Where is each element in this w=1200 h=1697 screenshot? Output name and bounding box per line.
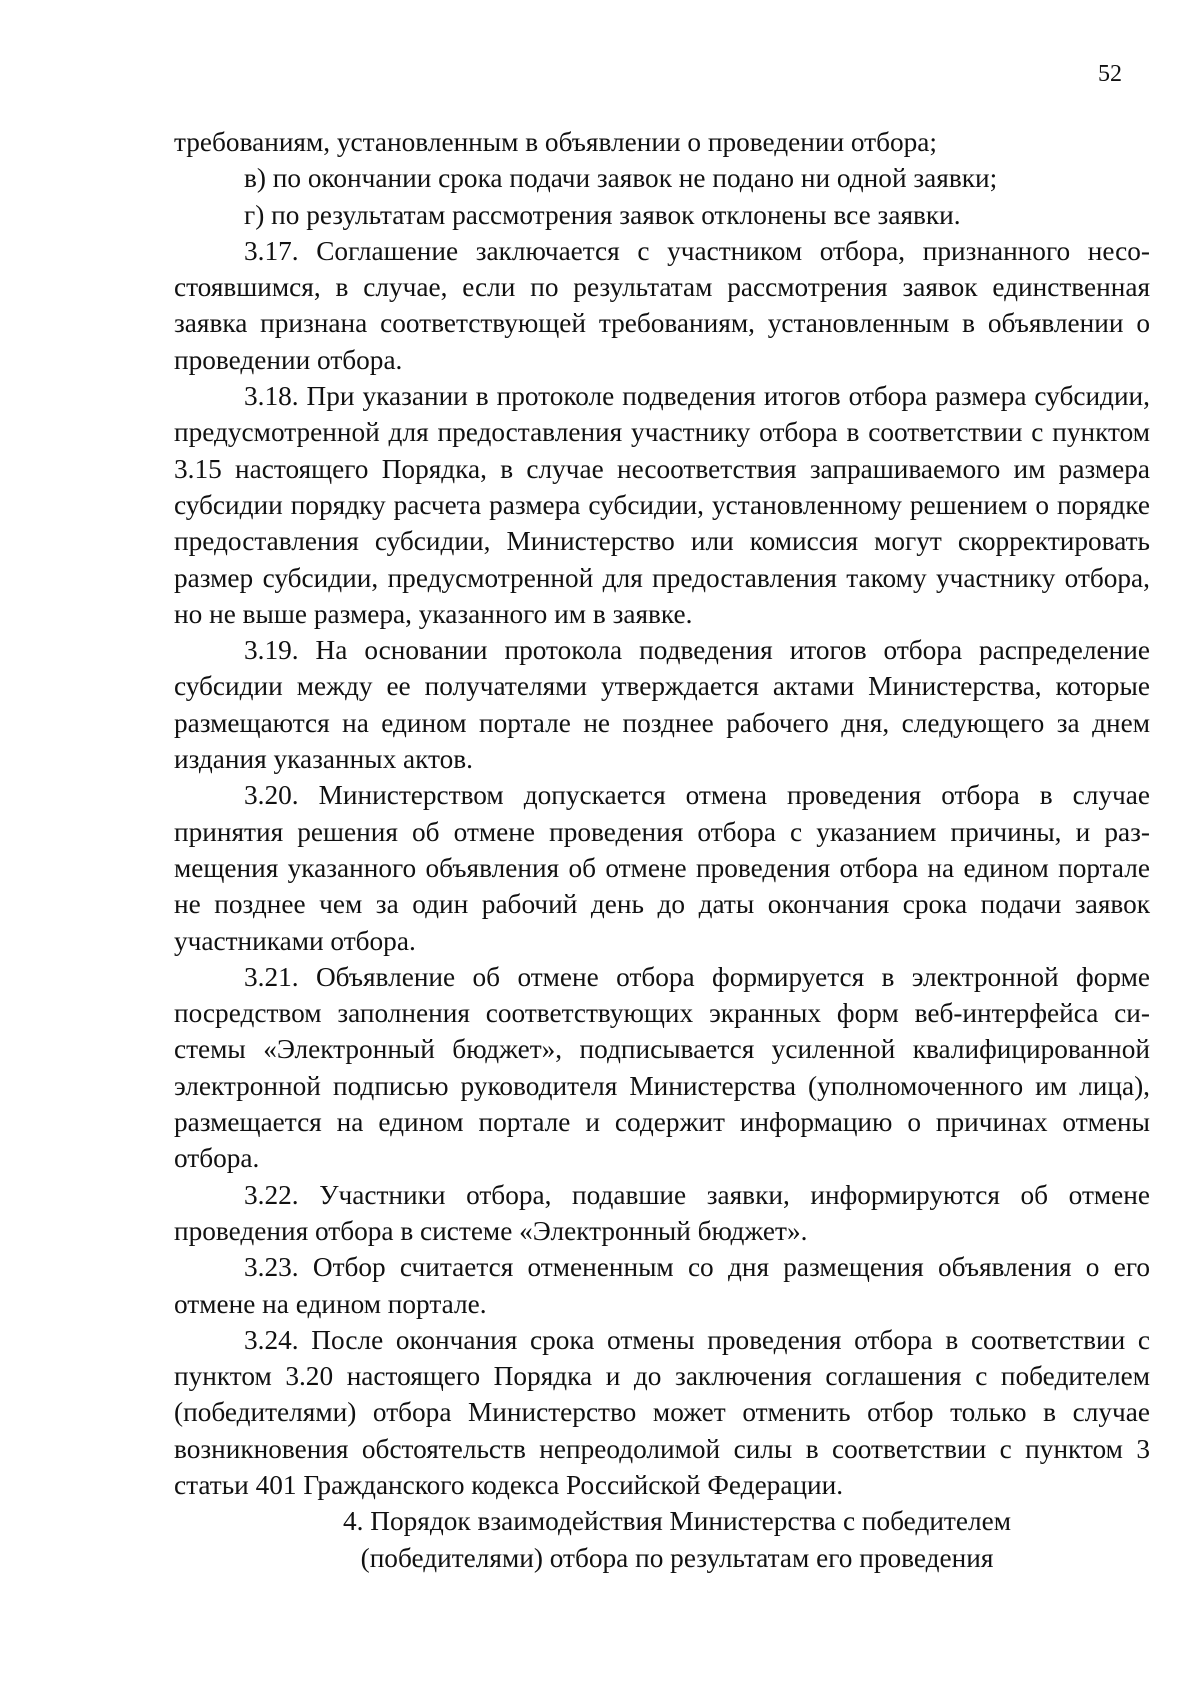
paragraph-3-23: 3.23. Отбор считается отмененным со дня размещения объявления о его отмене на едином портале. <box>174 1252 1150 1319</box>
paragraph-item-g: г) по результатам рассмотрения заявок отклонены все заявки. <box>244 199 961 230</box>
paragraph-item-v: в) по окончании срока подачи заявок не подано ни одной заявки; <box>244 163 998 194</box>
paragraph-3-22: 3.22. Участники отбора, подавшие заявки, информируются об отмене проведения отбора в системе «Электронный бюджет». <box>174 1179 1150 1246</box>
section-heading-line-1: 4. Порядок взаимодействия Министерства с победителем <box>342 1506 1011 1537</box>
page-number: 52 <box>1098 61 1122 87</box>
section-heading <box>174 1503 1150 1576</box>
document-body <box>174 124 1150 1576</box>
section-heading-line-2: (победителями) отбора по результатам его проведения <box>360 1542 994 1573</box>
paragraph-continuation: требованиям, установленным в объявлении о проведении отбора; <box>174 127 937 157</box>
paragraph-3-21: 3.21. Объявление об отмене отбора формируется в электронной форме посредством заполнения соответствующих экранных форм веб-интерфейса системы «Электронный бюджет», подписывается усиленной квалифицированной электронной подписью руководителя Министерства (уполномоченного им лица), размещается на едином портале и содержит информацию о причинах отмены отбора. <box>174 961 1150 1174</box>
paragraph-3-18: 3.18. При указании в протоколе подведения итогов отбора размера субсидии, предусмотренной для предоставления участнику отбора в соответствии с пунктом 3.15 настоящего Порядка, в случае несоответствия запрашиваемого им размера субсидии порядку расчета размера субсидии, установленному решением о порядке предоставления субсидии, Министерство или комиссия могут скорректировать размер субсидии, предусмотренной для предоставления такому участнику отбора, но не выше размера, указанного им в заявке. <box>174 381 1150 629</box>
paragraph-3-19: 3.19. На основании протокола подведения итогов отбора распределение субсидии между ее получателями утверждается актами Министерства, которые размещаются на едином портале не позднее рабочего дня, следующего за днем издания указанных актов. <box>174 635 1150 775</box>
paragraph-3-20: 3.20. Министерством допускается отмена проведения отбора в случае принятия решения об отмене проведения отбора с указанием причины, и размещения указанного объявления об отмене проведения отбора на едином портале не позднее чем за один рабочий день до даты окончания срока подачи заявок участниками отбора. <box>174 780 1150 956</box>
paragraph-3-24: 3.24. После окончания срока отмены проведения отбора в соответствии с пунктом 3.20 настоящего Порядка и до заключения соглашения с победителем (победителями) отбора Министерство может отменить отбор только в случае возникновения обстоятельств непреодолимой силы в соответствии с пунктом 3 статьи 401 Гражданского кодекса Российской Федерации. <box>174 1324 1150 1500</box>
paragraph-3-17: 3.17. Соглашение заключается с участником отбора, признанного несостоявшимся, в случае, если по результатам рассмотрения заявок единственная заявка признана соответствующей требованиям, установленным в объявлении о проведении отбора. <box>174 235 1150 375</box>
